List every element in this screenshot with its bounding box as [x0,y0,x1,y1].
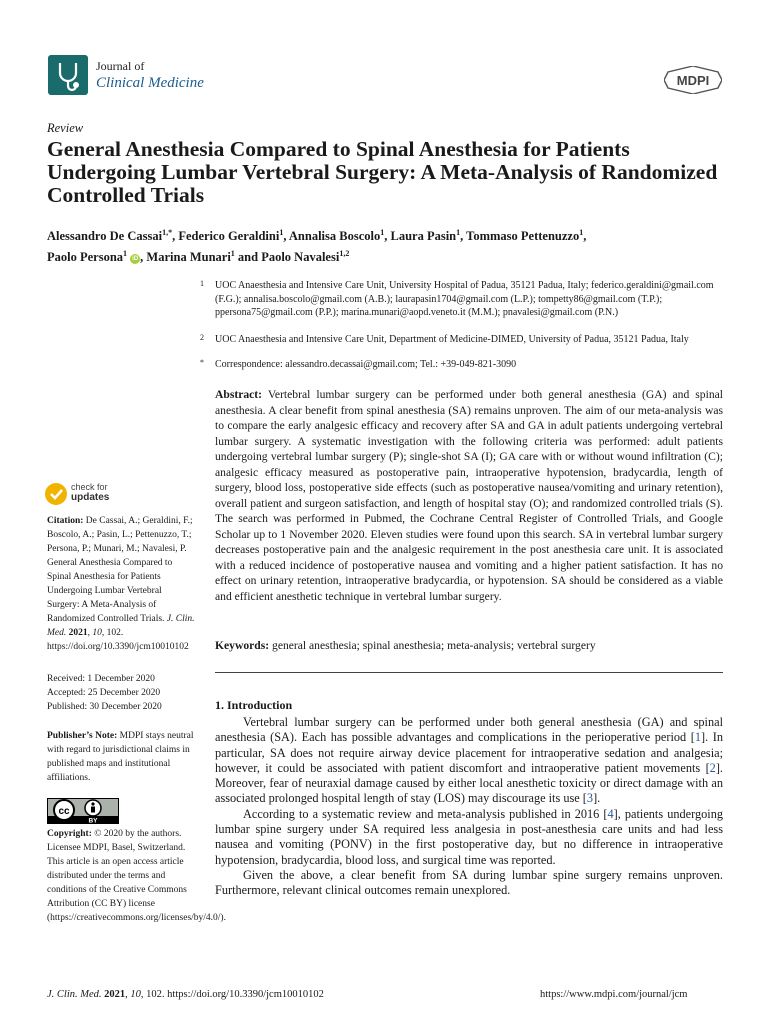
author-affiliation-mark: 1 [579,228,584,237]
citation-doi[interactable]: , 102. https://doi.org/10.3390/jcm10010102 [47,628,189,652]
affiliation-1 [200,279,725,320]
author-affiliation-mark: 1,* [162,228,173,237]
author-separator: , [172,229,179,244]
author-affiliation-mark: 1,2 [339,249,350,259]
journal-name: Clinical Medicine [96,75,204,91]
author-name: Tommaso Pettenuzzo [466,229,580,244]
keywords [215,638,723,654]
citation-journal: J. Clin. Med. [47,614,195,638]
paragraph: Given the above, a clear benefit from SA during lumbar spine surgery remains unproven. Furthermore, relevant clinical outcomes remain unexplored. [215,867,723,898]
affiliation-text: UOC Anaesthesia and Intensive Care Unit, University Hospital of Padua, 35121 Padua, Italy; federico.geraldini@gmail.com (F.G.); annalisa.boscolo@gmail.com (A.B.); laurapasin1704@gmail.com (L.P.); tompetty86@gmail.com (T.P.); ppersona75@gmail.com (P.P.); marina.munari@aopd.veneto.it (M.M.); pnavalesi@gmail.com (P.N.) [215,280,714,318]
check-for-updates-badge[interactable] [44,481,164,507]
affiliation-mark: 2 [200,333,204,342]
author-name: Paolo Persona [47,250,124,265]
paragraph-text: ]. [593,791,601,806]
reference-link[interactable]: 2 [709,760,716,775]
footer-volume: 10 [130,989,141,1000]
reference-link[interactable]: 1 [694,730,702,745]
abstract [215,387,723,604]
author-separator: , [283,229,289,244]
citation: Citation: De Cassai, A.; Geraldini, F.; Boscolo, A.; Pasin, L.; Pettenuzzo, T.; Persona, P.; Munari, M.; Navalesi, P. General Anesthesia Compared to Spinal Anesthesia for Patients Undergoing Lumbar Vertebral Surgery: A Meta-Analysis of Randomized Controlled Trials. J. Clin. Med. 2021, 10, 102. https://doi.org/10.3390/jcm10010102 [47,516,195,652]
author-separator: , [384,229,391,244]
citation-volume: 10 [92,628,102,638]
journal-of: Journal of [96,59,145,73]
publication-dates [47,672,195,714]
affiliation-2 [200,333,725,347]
reference-link[interactable]: 3 [586,791,594,806]
author-separator: , [140,250,147,265]
publishers-note-text: MDPI stays neutral with regard to jurisdictional claims in published maps and institutional affiliations. [47,731,194,783]
footer-year: 2021 [104,989,126,1000]
section-divider [215,672,723,673]
keywords-label: Keywords: [215,639,270,652]
author-name: Federico Geraldini [178,229,280,244]
cc-by-license-icon[interactable] [47,798,119,824]
paragraph [215,807,723,868]
author-affiliation-mark: 1 [123,249,128,259]
affiliation-text: UOC Anaesthesia and Intensive Care Unit, Department of Medicine-DIMED, University of Padua, 35121 Padua, Italy [215,334,689,345]
abstract-text: Vertebral lumbar surgery can be performed under both general anesthesia (GA) and spinal anesthesia. A clear benefit from spinal anesthesia (SA) remains unproven. The aim of our meta-analysis was to compare the early analgesic efficacy and recovery after SA and GA in adult patients undergoing vertebral lumbar surgery. A systematic investigation with the following criteria was performed: adult patients undergoing vertebral lumbar surgery (P); single-shot SA (I); GA care with or without wound infiltration (C); analgesic efficacy measured as postoperative pain, intraoperative hypotension, bradycardia, length of surgery, blood loss, postoperative side effects (such as postoperative nausea/vomiting and urinary retention), overall patient and surgeon satisfaction, and length of hospital stay (O); and randomized controlled trials (S). The search was performed in Pubmed, the Cochrane Central Register of Controlled Trials, and Google Scholar up to 1 November 2020. Eleven studies were found upon this search. SA in vertebral lumbar surgery decreases postoperative pain and the analgesic requirement in the post anesthesia care unit. It is associated with a reduced incidence of postoperative nausea and vomiting and a higher patient satisfaction. It has no effect on urinary retention, intraoperative bradycardia, or hypotension. SA should be considered as a viable and efficient anesthetic technique in vertebral lumbar surgery. [215,388,723,603]
received-date: Received: 1 December 2020 [47,674,155,684]
copyright-text: © 2020 by the authors. Licensee MDPI, Basel, Switzerland. This article is an open access article distributed under the terms and conditions of the Creative Commons Attribution (CC BY) license (https://creativecommons.org/licenses/by/4.0/). [47,829,226,923]
citation-text: De Cassai, A.; Geraldini, F.; Boscolo, A.; Pasin, L.; Pettenuzzo, T.; Persona, P.; Munari, M.; Navalesi, P. General Anesthesia Compared to Spinal Anesthesia for Patients Undergoing Lumbar Vertebral Surgery: A Meta-Analysis of Randomized Controlled Trials. [47,516,193,624]
check-updates-line2: updates [71,492,110,503]
mdpi-logo-icon [664,66,722,94]
mdpi-logo-text: MDPI [676,73,710,88]
keywords-text: general anesthesia; spinal anesthesia; meta-analysis; vertebral surgery [272,639,596,652]
publishers-note-label: Publisher’s Note: [47,731,118,741]
citation-year: 2021 [68,628,88,638]
article-type: Review [47,121,84,135]
publishers-note [47,729,195,785]
author-separator: , [460,229,467,244]
introduction-body [215,715,723,899]
paragraph-text: ], patients undergoing lumbar spine surgery under SA required less analgesia in post-anesthesia care units and had less nausea and vomiting (PONV) in the first postoperative day, but no difference in intraoperative hypotension, bradycardia, blood loss, and surgical time was reported. [215,806,723,867]
author-list [47,224,737,266]
author-affiliation-mark: 1 [279,228,284,237]
author-name: Laura Pasin [390,229,457,244]
article-title: General Anesthesia Compared to Spinal Anesthesia for Patients Undergoing Lumbar Vertebral Surgery: A Meta-Analysis of Randomized Controlled Trials [47,137,718,207]
affiliation-mark: 1 [200,279,204,288]
author-affiliation-mark: 1 [456,228,461,237]
affiliation-mark: * [200,358,204,367]
correspondence [200,358,725,372]
footer-journal-url[interactable]: https://www.mdpi.com/journal/jcm [540,989,688,1000]
author-name: Paolo Navalesi [261,250,340,265]
cc-badge-label: BY [88,817,98,824]
author-name: Annalisa Boscolo [288,229,381,244]
reference-link[interactable]: 4 [607,806,614,821]
svg-text:cc: cc [58,806,70,817]
footer-doi[interactable]: , 102. https://doi.org/10.3390/jcm10010102 [140,989,324,1000]
author-name: Alessandro De Cassai [47,229,163,244]
paragraph-text: ]. In particular, SA does not require airway device placement for intraoperative sedation and analgesia; however, it could be associated with patient discomfort and intraoperative patient movements [ [215,730,723,775]
accepted-date: Accepted: 25 December 2020 [47,688,161,698]
check-updates-icon [44,482,68,506]
check-updates-line1: check for [71,482,108,492]
abstract-label: Abstract: [215,388,263,401]
author-separator: and [234,250,262,265]
journal-logo-icon [48,55,88,95]
orcid-icon[interactable]: iD [132,256,139,263]
footer-citation: J. Clin. Med. 2021, 10, 102. https://doi.org/10.3390/jcm10010102 [47,989,324,1000]
paragraph-text: Vertebral lumbar surgery can be performed under both general anesthesia (GA) and spinal anesthesia (SA). Each has possible advantages and complications in the perioperative period [ [215,715,723,745]
published-date: Published: 30 December 2020 [47,702,162,712]
author-affiliation-mark: 1 [230,249,235,259]
paragraph-text: ]. Moreover, fear of neuraxial damage caused by either local anesthetic toxicity or direct damage with an associated prolonged hospital length of stay (LOS) may discourage its use [ [215,760,723,806]
citation-label: Citation: [47,516,84,526]
footer-journal: J. Clin. Med. [47,989,102,1000]
paragraph-text: According to a systematic review and meta-analysis published in 2016 [ [243,806,608,821]
author-separator: , [583,229,587,244]
copyright-label: Copyright: [47,829,92,839]
author-affiliation-mark: 1 [380,228,385,237]
section-heading: 1. Introduction [215,698,293,712]
affiliation-text: Correspondence: alessandro.decassai@gmail.com; Tel.: +39-049-821-3090 [215,359,517,370]
author-name: Marina Munari [146,250,231,265]
paragraph [215,715,723,807]
copyright [47,827,226,925]
